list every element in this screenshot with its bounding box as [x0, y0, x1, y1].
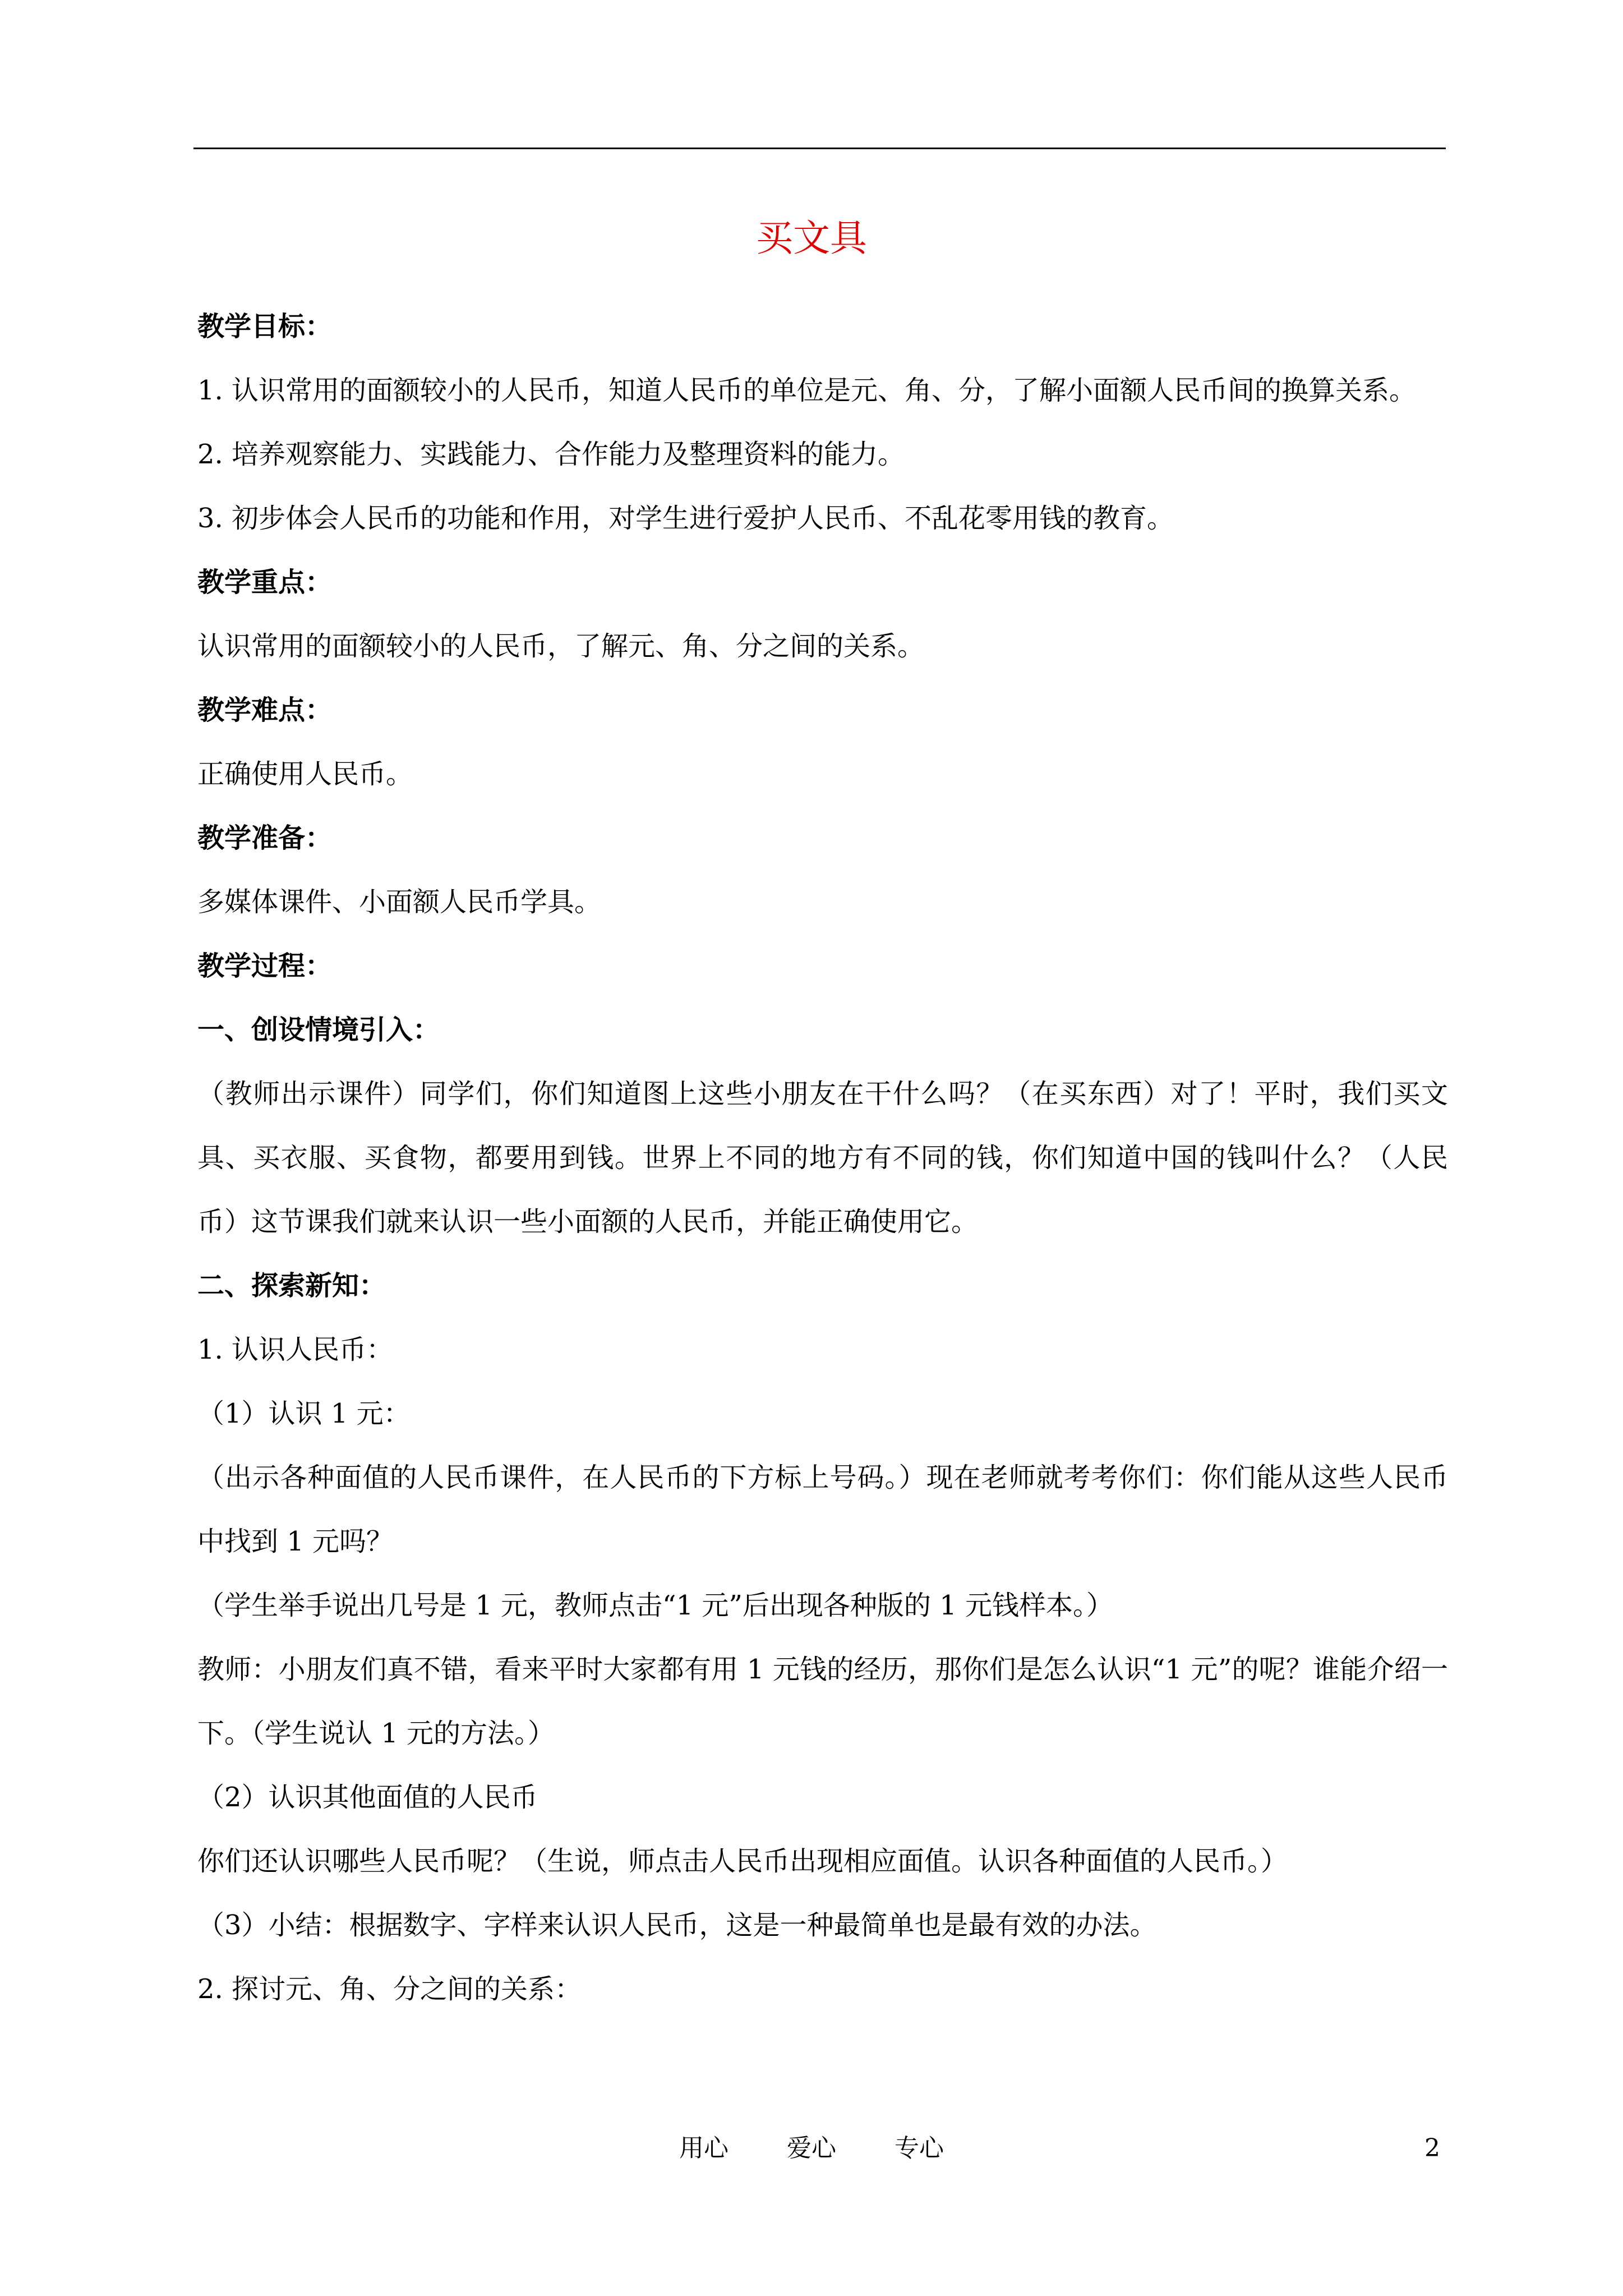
body-paragraph: 1. 认识常用的面额较小的人民币，知道人民币的单位是元、角、分，了解小面额人民币间的换算关系。: [197, 375, 1417, 406]
body-paragraph: （教师出示课件）同学们，你们知道图上这些小朋友在干什么吗？（在买东西）对了！平时，我们买文具、买衣服、买食物，都要用到钱。世界上不同的地方有不同的钱，你们知道中国的钱叫什么？（人民币）这节课我们就来认识一些小面额的人民币，并能正确使用它。: [197, 1078, 1448, 1237]
body-paragraph: 3. 初步体会人民币的功能和作用，对学生进行爱护人民币、不乱花零用钱的教育。: [197, 503, 1174, 534]
body-paragraph: 1. 认识人民币：: [197, 1334, 394, 1365]
footer-mottos: [0, 2132, 1623, 2165]
section-heading: 教学难点：: [197, 694, 333, 726]
body-paragraph: 教师：小朋友们真不错，看来平时大家都有用 1 元钱的经历，那你们是怎么认识“1 元”的呢？谁能介绍一下。（学生说认 1 元的方法。）: [197, 1654, 1448, 1749]
header-rule: [193, 148, 1446, 149]
section-heading: 教学重点：: [197, 567, 333, 598]
body-paragraph: 多媒体课件、小面额人民币学具。: [197, 886, 602, 918]
body-paragraph: 你们还认识哪些人民币呢？（生说，师点击人民币出现相应面值。认识各种面值的人民币。）: [197, 1846, 1288, 1877]
section-heading: 教学准备：: [197, 822, 333, 854]
body-paragraph: 2. 培养观察能力、实践能力、合作能力及整理资料的能力。: [197, 439, 905, 470]
footer-motto: 专心: [895, 2134, 944, 2162]
body-paragraph: 正确使用人民币。: [197, 758, 413, 790]
document-body: [197, 295, 1448, 2021]
section-heading: 一、创设情境引入：: [197, 1014, 440, 1046]
footer-motto: 爱心: [787, 2134, 836, 2162]
body-paragraph: （学生举手说出几号是 1 元，教师点击“1 元”后出现各种版的 1 元钱样本。）: [197, 1590, 1113, 1621]
section-heading: 教学过程：: [197, 950, 333, 982]
page-number: 2: [1424, 2134, 1440, 2162]
body-paragraph: 认识常用的面额较小的人民币，了解元、角、分之间的关系。: [197, 631, 925, 662]
body-paragraph: 2. 探讨元、角、分之间的关系：: [197, 1973, 582, 2005]
body-paragraph: （3）小结：根据数字、字样来认识人民币，这是一种最简单也是最有效的办法。: [197, 1910, 1157, 1941]
body-paragraph: （1）认识 1 元：: [197, 1398, 411, 1429]
footer-motto: 用心: [679, 2134, 728, 2162]
body-paragraph: （2）认识其他面值的人民币: [197, 1782, 538, 1813]
document-title: 买文具: [756, 217, 867, 260]
body-paragraph: （出示各种面值的人民币课件，在人民币的下方标上号码。）现在老师就考考你们：你们能从这些人民币中找到 1 元吗？: [197, 1462, 1448, 1557]
section-heading: 教学目标：: [197, 311, 333, 342]
section-heading: 二、探索新知：: [197, 1270, 386, 1301]
